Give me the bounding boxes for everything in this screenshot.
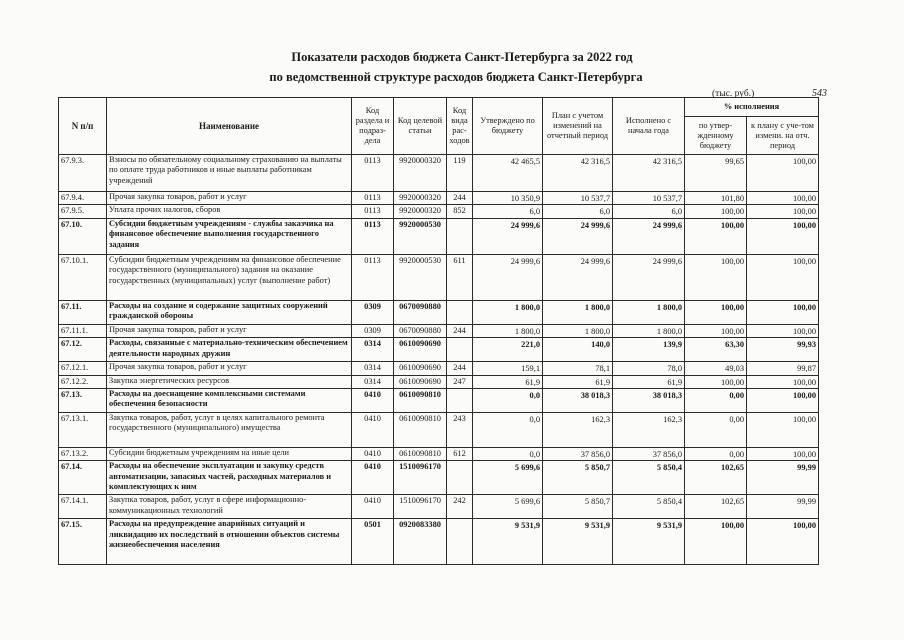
title-line-2: по ведомственной структуре расходов бюджета Санкт-Петербурга bbox=[269, 70, 643, 84]
cell-number: 67.12.2. bbox=[59, 375, 107, 388]
cell-number: 67.12.1. bbox=[59, 362, 107, 375]
table-row bbox=[59, 389, 819, 413]
cell-pct-plan: 100,00 bbox=[747, 254, 819, 300]
cell-vid: 611 bbox=[447, 254, 473, 300]
cell-executed: 24 999,6 bbox=[613, 254, 685, 300]
cell-name: Прочая закупка товаров, работ и услуг bbox=[107, 192, 352, 205]
cell-vid: 119 bbox=[447, 155, 473, 192]
cell-pct-plan: 100,00 bbox=[747, 448, 819, 461]
cell-razdel: 0410 bbox=[352, 413, 394, 448]
expenditure-table bbox=[58, 97, 819, 565]
cell-plan: 1 800,0 bbox=[543, 300, 613, 324]
cell-pct-plan: 100,00 bbox=[747, 324, 819, 337]
cell-razdel: 0314 bbox=[352, 362, 394, 375]
cell-celevaya: 0610090690 bbox=[394, 375, 447, 388]
cell-razdel: 0309 bbox=[352, 300, 394, 324]
title-line-1: Показатели расходов бюджета Санкт-Петербурга за 2022 год bbox=[291, 50, 633, 64]
cell-plan: 6,0 bbox=[543, 205, 613, 218]
cell-celevaya: 1510096170 bbox=[394, 495, 447, 519]
cell-number: 67.12. bbox=[59, 338, 107, 362]
cell-name: Уплата прочих налогов, сборов bbox=[107, 205, 352, 218]
cell-razdel: 0113 bbox=[352, 155, 394, 192]
cell-pct-budget: 0,00 bbox=[685, 448, 747, 461]
cell-name: Прочая закупка товаров, работ и услуг bbox=[107, 324, 352, 337]
cell-vid: 244 bbox=[447, 324, 473, 337]
table-row bbox=[59, 254, 819, 300]
cell-pct-plan: 100,00 bbox=[747, 375, 819, 388]
cell-celevaya: 0920083380 bbox=[394, 519, 447, 565]
cell-executed: 162,3 bbox=[613, 413, 685, 448]
table-row bbox=[59, 324, 819, 337]
cell-name: Прочая закупка товаров, работ и услуг bbox=[107, 362, 352, 375]
cell-pct-budget: 100,00 bbox=[685, 519, 747, 565]
cell-approved: 24 999,6 bbox=[473, 254, 543, 300]
cell-executed: 37 856,0 bbox=[613, 448, 685, 461]
table-row bbox=[59, 300, 819, 324]
cell-celevaya: 0610090690 bbox=[394, 362, 447, 375]
cell-pct-budget: 102,65 bbox=[685, 495, 747, 519]
cell-plan: 37 856,0 bbox=[543, 448, 613, 461]
cell-plan: 61,9 bbox=[543, 375, 613, 388]
cell-name: Расходы на обеспечение эксплуатации и закупку средств автоматизации, запасных частей, расходных материалов и комплектующих к ним bbox=[107, 461, 352, 495]
cell-plan: 24 999,6 bbox=[543, 218, 613, 254]
cell-pct-plan: 100,00 bbox=[747, 389, 819, 413]
cell-plan: 5 850,7 bbox=[543, 495, 613, 519]
cell-approved: 0,0 bbox=[473, 389, 543, 413]
cell-razdel: 0410 bbox=[352, 495, 394, 519]
cell-pct-budget: 102,65 bbox=[685, 461, 747, 495]
cell-pct-budget: 101,80 bbox=[685, 192, 747, 205]
cell-razdel: 0501 bbox=[352, 519, 394, 565]
table-row bbox=[59, 155, 819, 192]
cell-executed: 10 537,7 bbox=[613, 192, 685, 205]
cell-pct-plan: 99,99 bbox=[747, 495, 819, 519]
cell-executed: 24 999,6 bbox=[613, 218, 685, 254]
header-pct: % исполнения bbox=[685, 98, 819, 117]
cell-pct-budget: 0,00 bbox=[685, 413, 747, 448]
cell-number: 67.13.1. bbox=[59, 413, 107, 448]
unit-note: (тыс. руб.) bbox=[712, 89, 755, 99]
cell-plan: 78,1 bbox=[543, 362, 613, 375]
cell-name: Взносы по обязательному социальному страхованию на выплаты по оплате труда работников и иные выплаты работникам учреждений bbox=[107, 155, 352, 192]
header-celevaya: Код целевой статьи bbox=[394, 98, 447, 155]
cell-pct-budget: 63,30 bbox=[685, 338, 747, 362]
header-np: N п/п bbox=[59, 98, 107, 155]
cell-name: Расходы на предупреждение аварийных ситуаций и ликвидацию их последствий в отношении объектов системы жизнеобеспечения населения bbox=[107, 519, 352, 565]
cell-approved: 42 465,5 bbox=[473, 155, 543, 192]
cell-celevaya: 1510096170 bbox=[394, 461, 447, 495]
cell-executed: 5 850,4 bbox=[613, 461, 685, 495]
table-row bbox=[59, 519, 819, 565]
cell-executed: 6,0 bbox=[613, 205, 685, 218]
cell-number: 67.9.4. bbox=[59, 192, 107, 205]
cell-number: 67.9.5. bbox=[59, 205, 107, 218]
cell-pct-budget: 49,03 bbox=[685, 362, 747, 375]
cell-executed: 1 800,0 bbox=[613, 324, 685, 337]
cell-number: 67.13.2. bbox=[59, 448, 107, 461]
cell-approved: 221,0 bbox=[473, 338, 543, 362]
cell-name: Субсидии бюджетным учреждениям на финансовое обеспечение государственного (муниципального) задания на оказание государственных (муниципальных) услуг (выполнение работ) bbox=[107, 254, 352, 300]
cell-executed: 5 850,4 bbox=[613, 495, 685, 519]
cell-celevaya: 0670090880 bbox=[394, 300, 447, 324]
cell-pct-plan: 100,00 bbox=[747, 519, 819, 565]
cell-approved: 5 699,6 bbox=[473, 461, 543, 495]
cell-razdel: 0113 bbox=[352, 192, 394, 205]
cell-approved: 24 999,6 bbox=[473, 218, 543, 254]
cell-number: 67.15. bbox=[59, 519, 107, 565]
cell-razdel: 0113 bbox=[352, 218, 394, 254]
cell-plan: 1 800,0 bbox=[543, 324, 613, 337]
cell-plan: 10 537,7 bbox=[543, 192, 613, 205]
cell-executed: 38 018,3 bbox=[613, 389, 685, 413]
header-plan: План с учетом изменений на отчетный период bbox=[543, 98, 613, 155]
cell-name: Расходы на создание и содержание защитных сооружений гражданской обороны bbox=[107, 300, 352, 324]
cell-celevaya: 0610090810 bbox=[394, 389, 447, 413]
cell-pct-budget: 100,00 bbox=[685, 300, 747, 324]
cell-number: 67.10.1. bbox=[59, 254, 107, 300]
cell-vid: 612 bbox=[447, 448, 473, 461]
cell-vid bbox=[447, 389, 473, 413]
table-row bbox=[59, 205, 819, 218]
cell-razdel: 0410 bbox=[352, 461, 394, 495]
cell-vid bbox=[447, 338, 473, 362]
cell-executed: 61,9 bbox=[613, 375, 685, 388]
cell-celevaya: 0610090810 bbox=[394, 413, 447, 448]
cell-approved: 61,9 bbox=[473, 375, 543, 388]
cell-pct-plan: 99,87 bbox=[747, 362, 819, 375]
cell-approved: 5 699,6 bbox=[473, 495, 543, 519]
cell-pct-budget: 100,00 bbox=[685, 375, 747, 388]
cell-pct-plan: 99,99 bbox=[747, 461, 819, 495]
cell-razdel: 0309 bbox=[352, 324, 394, 337]
cell-approved: 0,0 bbox=[473, 448, 543, 461]
cell-executed: 9 531,9 bbox=[613, 519, 685, 565]
cell-pct-plan: 100,00 bbox=[747, 192, 819, 205]
cell-pct-budget: 100,00 bbox=[685, 254, 747, 300]
table-row bbox=[59, 218, 819, 254]
cell-vid bbox=[447, 218, 473, 254]
cell-executed: 139,9 bbox=[613, 338, 685, 362]
cell-vid bbox=[447, 461, 473, 495]
cell-pct-budget: 100,00 bbox=[685, 205, 747, 218]
cell-pct-budget: 100,00 bbox=[685, 218, 747, 254]
cell-name: Субсидии бюджетным учреждениям на иные цели bbox=[107, 448, 352, 461]
cell-celevaya: 0610090810 bbox=[394, 448, 447, 461]
header-isp: Исполнено с начала года bbox=[613, 98, 685, 155]
cell-pct-plan: 100,00 bbox=[747, 218, 819, 254]
cell-approved: 10 350,9 bbox=[473, 192, 543, 205]
cell-number: 67.9.3. bbox=[59, 155, 107, 192]
cell-plan: 42 316,5 bbox=[543, 155, 613, 192]
header-pct-plan: к плану с уче-том измени. на отч. период bbox=[747, 117, 819, 155]
document-title bbox=[0, 47, 904, 87]
cell-celevaya: 9920000530 bbox=[394, 218, 447, 254]
cell-number: 67.14. bbox=[59, 461, 107, 495]
cell-plan: 9 531,9 bbox=[543, 519, 613, 565]
cell-number: 67.13. bbox=[59, 389, 107, 413]
cell-executed: 78,0 bbox=[613, 362, 685, 375]
table-row bbox=[59, 448, 819, 461]
cell-vid: 242 bbox=[447, 495, 473, 519]
cell-celevaya: 9920000320 bbox=[394, 155, 447, 192]
cell-number: 67.14.1. bbox=[59, 495, 107, 519]
cell-name: Закупка товаров, работ, услуг в сфере информационно-коммуникационных технологий bbox=[107, 495, 352, 519]
cell-razdel: 0314 bbox=[352, 338, 394, 362]
table-row bbox=[59, 362, 819, 375]
cell-plan: 5 850,7 bbox=[543, 461, 613, 495]
cell-pct-plan: 100,00 bbox=[747, 300, 819, 324]
cell-razdel: 0113 bbox=[352, 254, 394, 300]
cell-vid: 852 bbox=[447, 205, 473, 218]
header-razdel: Код раздела и подраз-дела bbox=[352, 98, 394, 155]
cell-razdel: 0113 bbox=[352, 205, 394, 218]
cell-vid: 247 bbox=[447, 375, 473, 388]
cell-vid: 244 bbox=[447, 192, 473, 205]
cell-name: Закупка энергетических ресурсов bbox=[107, 375, 352, 388]
table-row bbox=[59, 495, 819, 519]
cell-razdel: 0410 bbox=[352, 448, 394, 461]
cell-pct-budget: 99,65 bbox=[685, 155, 747, 192]
cell-pct-plan: 100,00 bbox=[747, 155, 819, 192]
table-row bbox=[59, 413, 819, 448]
table-body bbox=[59, 155, 819, 565]
header-name: Наименование bbox=[107, 98, 352, 155]
cell-celevaya: 0610090690 bbox=[394, 338, 447, 362]
table-row bbox=[59, 375, 819, 388]
cell-pct-plan: 99,93 bbox=[747, 338, 819, 362]
cell-plan: 162,3 bbox=[543, 413, 613, 448]
cell-pct-budget: 100,00 bbox=[685, 324, 747, 337]
cell-executed: 42 316,5 bbox=[613, 155, 685, 192]
header-pct-budget: по утвер-жденному бюджету bbox=[685, 117, 747, 155]
cell-approved: 6,0 bbox=[473, 205, 543, 218]
cell-number: 67.11. bbox=[59, 300, 107, 324]
cell-approved: 1 800,0 bbox=[473, 324, 543, 337]
cell-pct-budget: 0,00 bbox=[685, 389, 747, 413]
cell-name: Расходы на доеснащение комплексными системами обеспечения безопасности bbox=[107, 389, 352, 413]
table-row bbox=[59, 461, 819, 495]
page-number: 543 bbox=[812, 88, 827, 99]
cell-executed: 1 800,0 bbox=[613, 300, 685, 324]
cell-name: Закупка товаров, работ, услуг в целях капитального ремонта государственного (муниципального) имущества bbox=[107, 413, 352, 448]
cell-plan: 38 018,3 bbox=[543, 389, 613, 413]
cell-pct-plan: 100,00 bbox=[747, 205, 819, 218]
table-row bbox=[59, 338, 819, 362]
header-utv: Утверждено по бюджету bbox=[473, 98, 543, 155]
table-row bbox=[59, 192, 819, 205]
cell-approved: 9 531,9 bbox=[473, 519, 543, 565]
cell-razdel: 0314 bbox=[352, 375, 394, 388]
cell-celevaya: 0670090880 bbox=[394, 324, 447, 337]
cell-number: 67.10. bbox=[59, 218, 107, 254]
cell-vid: 243 bbox=[447, 413, 473, 448]
cell-pct-plan: 100,00 bbox=[747, 413, 819, 448]
cell-name: Субсидии бюджетным учреждениям - службы заказчика на финансовое обеспечение выполнения государственного задания bbox=[107, 218, 352, 254]
cell-approved: 0,0 bbox=[473, 413, 543, 448]
cell-name: Расходы, связанные с материально-техническим обеспечением деятельности народных дружин bbox=[107, 338, 352, 362]
cell-celevaya: 9920000530 bbox=[394, 254, 447, 300]
cell-plan: 24 999,6 bbox=[543, 254, 613, 300]
cell-number: 67.11.1. bbox=[59, 324, 107, 337]
cell-vid bbox=[447, 519, 473, 565]
cell-approved: 159,1 bbox=[473, 362, 543, 375]
cell-approved: 1 800,0 bbox=[473, 300, 543, 324]
cell-celevaya: 9920000320 bbox=[394, 205, 447, 218]
cell-plan: 140,0 bbox=[543, 338, 613, 362]
cell-celevaya: 9920000320 bbox=[394, 192, 447, 205]
header-vid: Код вида рас-ходов bbox=[447, 98, 473, 155]
cell-razdel: 0410 bbox=[352, 389, 394, 413]
cell-vid bbox=[447, 300, 473, 324]
cell-vid: 244 bbox=[447, 362, 473, 375]
